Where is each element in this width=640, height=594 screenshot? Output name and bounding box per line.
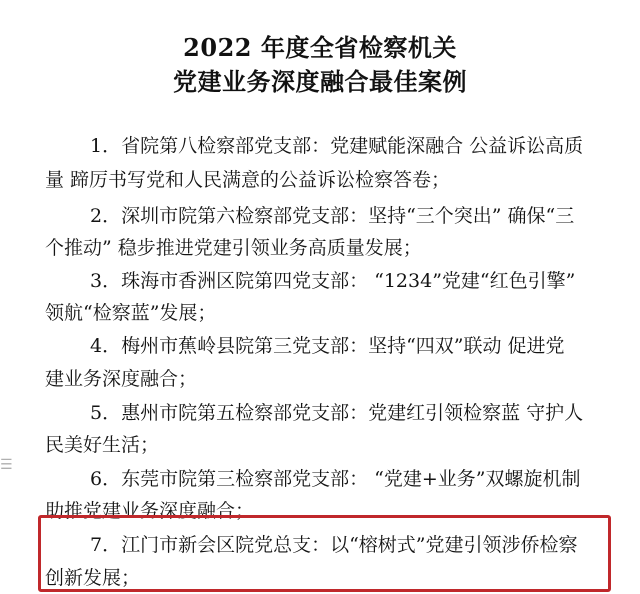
case-item-7-line1: 7．江门市新会区院党总支：以“榕树式”党建引领涉侨检察 [90, 534, 578, 556]
case-item-6-line2: 助推党建业务深度融合； [45, 500, 255, 522]
case-item-2-line2: 个推动” 稳步推进党建引领业务高质量发展； [45, 237, 422, 259]
case-item-4-line2: 建业务深度融合； [45, 368, 198, 390]
case-item-3-line1: 3．珠海市香洲区院第四党支部： “1234”党建“红色引擎” [90, 270, 576, 292]
side-handle-icon[interactable]: ☰ [0, 457, 13, 473]
case-item-1-line2: 量 蹄厉书写党和人民满意的公益诉讼检察答卷； [45, 169, 451, 191]
highlight-box-item-7 [38, 515, 611, 592]
case-item-1-line1: 1．省院第八检察部党支部：党建赋能深融合 公益诉讼高质 [90, 135, 584, 157]
case-item-7-line2: 创新发展； [45, 567, 141, 589]
case-item-2-line1: 2．深圳市院第六检察部党支部：坚持“三个突出” 确保“三 [90, 205, 575, 227]
case-item-5-line1: 5．惠州市院第五检察部党支部：党建红引领检察蓝 守护人 [90, 402, 584, 424]
document-title-line1: 2022 年度全省检察机关 [183, 33, 457, 62]
case-item-6-line1: 6．东莞市院第三检察部党支部： “党建+业务”双螺旋机制 [90, 468, 581, 490]
case-item-4-line1: 4．梅州市蕉岭县院第三党支部：坚持“四双”联动 促进党 [90, 335, 565, 357]
case-item-5-line2: 民美好生活； [45, 434, 160, 456]
case-item-3-line2: 领航“检察蓝”发展； [45, 302, 217, 324]
document-title-line2: 党建业务深度融合最佳案例 [173, 67, 467, 96]
